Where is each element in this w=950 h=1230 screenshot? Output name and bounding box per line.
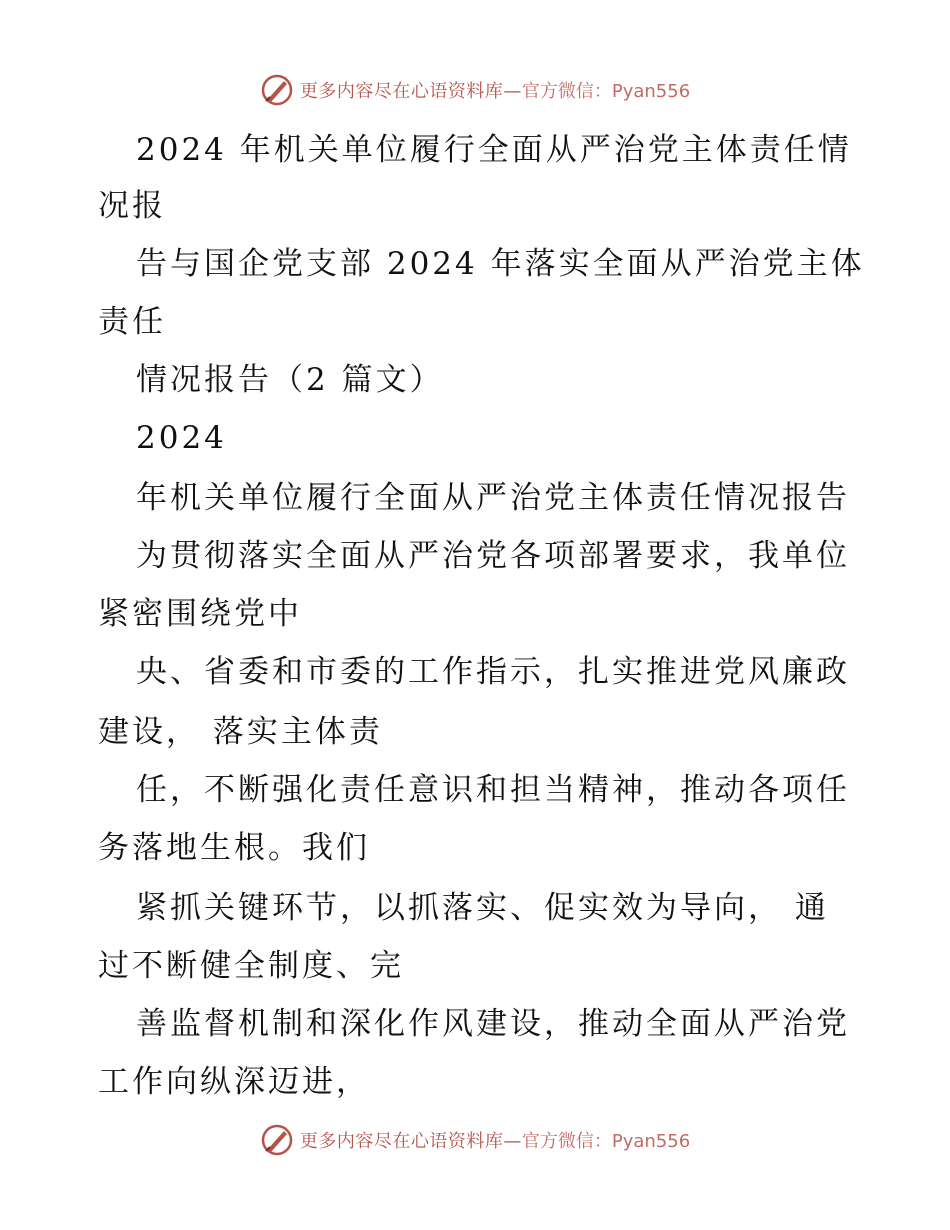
- text-line: 央、省委和市委的工作指示，扎实推进党风廉政: [136, 654, 850, 690]
- text-line: 况报: [98, 188, 166, 224]
- banner-contact: 官方微信：Pyan556: [521, 81, 691, 102]
- text-line: 2024 年机关单位履行全面从严治党主体责任情: [136, 132, 852, 168]
- banner-slogan: 更多内容尽在心语资料库—: [299, 81, 522, 102]
- text-line: 务落地生根。我们: [98, 830, 370, 866]
- footer-watermark-banner: [0, 1120, 950, 1160]
- text-line: 告与国企党支部 2024 年落实全面从严治党主体: [136, 246, 865, 282]
- text-line: 紧密围绕党中: [98, 596, 302, 632]
- text-line: 紧抓关键环节，以抓落实、促实效为导向， 通: [136, 890, 829, 926]
- text-line: 情况报告（2 篇文）: [136, 362, 444, 398]
- header-watermark-banner: [0, 70, 950, 110]
- text-line: 过不断健全制度、完: [98, 948, 404, 984]
- banner-contact: 官方微信：Pyan556: [521, 1131, 691, 1152]
- banner-slogan: 更多内容尽在心语资料库—: [299, 1131, 522, 1152]
- text-line: 2024: [136, 420, 227, 456]
- text-line: 责任: [98, 304, 166, 340]
- text-line: 工作向纵深迈进，: [98, 1064, 370, 1100]
- text-line: 建设， 落实主体责: [98, 714, 383, 750]
- text-line: 善监督机制和深化作风建设，推动全面从严治党: [136, 1006, 850, 1042]
- quill-pen-logo-icon: [260, 1123, 294, 1157]
- text-line: 年机关单位履行全面从严治党主体责任情况报告: [136, 480, 850, 516]
- text-line: 任，不断强化责任意识和担当精神，推动各项任: [136, 772, 850, 808]
- text-line: 为贯彻落实全面从严治党各项部署要求，我单位: [136, 538, 850, 574]
- quill-pen-logo-icon: [260, 73, 294, 107]
